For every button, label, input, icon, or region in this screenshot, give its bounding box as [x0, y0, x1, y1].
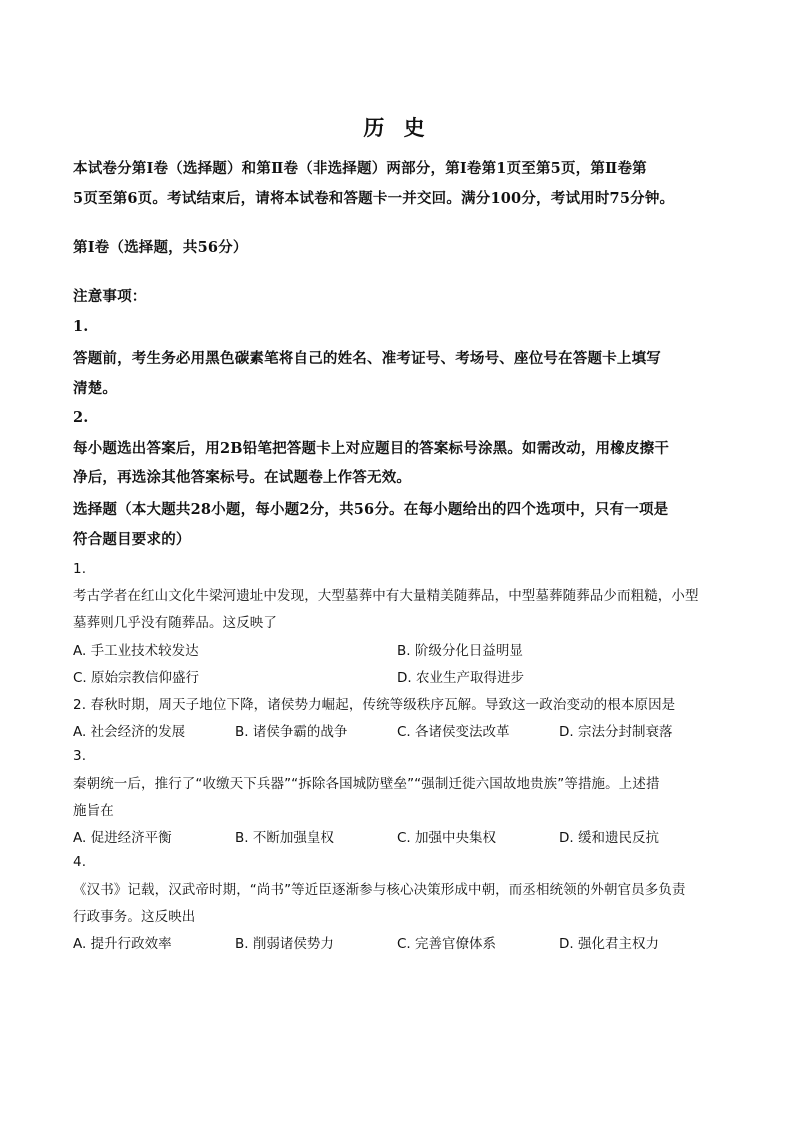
question-2-option-c: C. 各诸侯变法改革 [397, 724, 510, 740]
question-4-option-a: A. 提升行政效率 [73, 936, 172, 952]
intro-line-1: 本试卷分第Ⅰ卷（选择题）和第Ⅱ卷（非选择题）两部分，第Ⅰ卷第1页至第5页，第Ⅱ卷第 [73, 160, 647, 177]
question-3-option-a: A. 促进经济平衡 [73, 830, 172, 846]
question-4-number: 4. [73, 854, 87, 870]
note-1-line-2: 清楚。 [73, 380, 118, 397]
question-2-option-a: A. 社会经济的发展 [73, 724, 186, 740]
page-title: 历 史 [363, 115, 431, 140]
question-4-option-d: D. 强化君主权力 [559, 936, 659, 952]
question-1-option-d: D. 农业生产取得进步 [397, 670, 524, 686]
part1-heading: 第Ⅰ卷（选择题，共56分） [73, 239, 248, 256]
section-line-2: 符合题目要求的） [73, 531, 191, 548]
question-2-option-b: B. 诸侯争霸的战争 [235, 724, 348, 740]
section-line-1: 选择题（本大题共28小题，每小题2分，共56分。在每小题给出的四个选项中，只有一项是 [73, 501, 669, 518]
note-2-line-1: 每小题选出答案后，用2B铅笔把答题卡上对应题目的答案标号涂黑。如需改动，用橡皮擦干 [73, 440, 670, 457]
question-1-stem-2: 墓葬则几乎没有随葬品。这反映了 [73, 615, 277, 631]
question-1-option-c: C. 原始宗教信仰盛行 [73, 670, 200, 686]
question-3-option-b: B. 不断加强皇权 [235, 830, 334, 846]
question-1-stem-1: 考古学者在红山文化牛梁河遗址中发现，大型墓葬中有大量精美随葬品，中型墓葬随葬品少而粗糙，小型 [73, 588, 699, 604]
note-1-line-1: 答题前，考生务必用黑色碳素笔将自己的姓名、准考证号、考场号、座位号在答题卡上填写 [73, 350, 661, 367]
question-2-option-d: D. 宗法分封制衰落 [559, 724, 673, 740]
question-4-option-b: B. 削弱诸侯势力 [235, 936, 334, 952]
note-2-label: 2. [73, 409, 89, 426]
question-3-stem-1: 秦朝统一后，推行了“收缴天下兵器”“拆除各国城防壁垒”“强制迁徙六国故地贵族”等措施。上述措 [73, 776, 660, 792]
question-3-stem-2: 施旨在 [73, 803, 114, 819]
question-4-stem-2: 行政事务。这反映出 [73, 909, 196, 925]
question-3-number: 3. [73, 748, 87, 764]
note-1-label: 1. [73, 318, 89, 335]
question-4-option-c: C. 完善官僚体系 [397, 936, 497, 952]
question-1-option-a: A. 手工业技术较发达 [73, 643, 199, 659]
question-3-option-d: D. 缓和遗民反抗 [559, 830, 659, 846]
intro-line-2: 5页至第6页。考试结束后，请将本试卷和答题卡一并交回。满分100分，考试用时75分钟。 [73, 190, 675, 207]
question-1-number: 1. [73, 561, 87, 577]
question-2-stem: 2. 春秋时期，周天子地位下降，诸侯势力崛起，传统等级秩序瓦解。导致这一政治变动的根本原因是 [73, 697, 676, 713]
question-4-stem-1: 《汉书》记载，汉武帝时期，“尚书”等近臣逐渐参与核心决策形成中朝，而丞相统领的外朝官员多负责 [73, 882, 686, 898]
note-2-line-2: 净后，再选涂其他答案标号。在试题卷上作答无效。 [73, 469, 412, 486]
question-1-option-b: B. 阶级分化日益明显 [397, 643, 523, 659]
notes-heading: 注意事项： [73, 288, 147, 305]
question-3-option-c: C. 加强中央集权 [397, 830, 497, 846]
